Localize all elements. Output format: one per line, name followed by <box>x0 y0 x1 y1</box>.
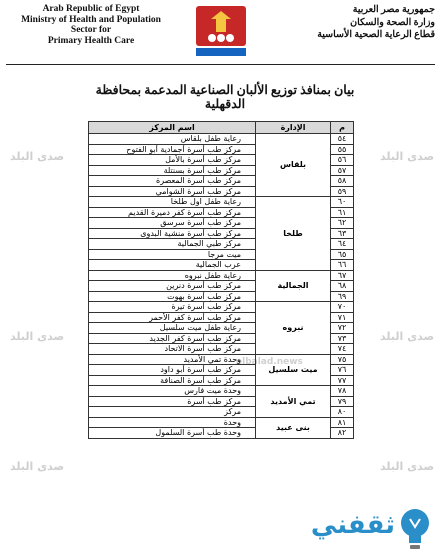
watermark: صدى البلد <box>380 330 435 343</box>
row-number: ٨٢ <box>331 428 354 439</box>
row-number: ٦٧ <box>331 270 354 281</box>
center-name: وحدة ميت فارس <box>89 386 256 397</box>
center-name: رعاية طفل نبروه <box>89 270 256 281</box>
watermark: صدى البلد <box>10 460 65 473</box>
row-number: ٧٣ <box>331 333 354 344</box>
center-name: رعاية طفل اول طلخا <box>89 197 256 208</box>
row-number: ٧٠ <box>331 302 354 313</box>
center-name: مركز طبي الجمالية <box>89 239 256 250</box>
table-row <box>89 197 354 208</box>
center-name: وحدة تمي الأمديد <box>89 354 256 365</box>
header-line: قطاع الرعاية الصحية الأساسية <box>317 30 435 40</box>
watermark: صدى البلد <box>380 460 435 473</box>
row-number: ٥٨ <box>331 176 354 187</box>
center-name: مركز طب أسرة أجمادية أبو الفتوح <box>89 144 256 155</box>
table-row <box>89 270 354 281</box>
row-number: ٦٦ <box>331 260 354 271</box>
header-line: Ministry of Health and Population <box>21 14 161 25</box>
center-name: وحدة طب أسرة السلمول <box>89 428 256 439</box>
table-row <box>89 354 354 365</box>
department-cell: بنى عبيد <box>256 417 331 438</box>
watermark: صدى البلد <box>10 150 65 163</box>
row-number: ٧٤ <box>331 344 354 355</box>
department-cell: تمي الأمديد <box>256 386 331 418</box>
center-name: ميت مرجا <box>89 249 256 260</box>
header-center: اسم المركز <box>89 122 256 134</box>
lightbulb-icon <box>395 505 435 553</box>
center-name: رعاية طفل بلقاس <box>89 134 256 145</box>
table-row <box>89 417 354 428</box>
table-body <box>89 134 354 439</box>
watermark: صدى البلد <box>10 330 65 343</box>
center-name: مركز طب أسرة الشوامي <box>89 186 256 197</box>
center-name: مركز طب أسرة كفر الجديد <box>89 333 256 344</box>
row-number: ٧١ <box>331 312 354 323</box>
ministry-logo <box>188 2 254 60</box>
table-row <box>89 134 354 145</box>
distribution-table <box>88 121 354 439</box>
row-number: ٦٣ <box>331 228 354 239</box>
header-english <box>6 4 176 46</box>
watermark-url: elbalad.news <box>236 357 303 367</box>
row-number: ٧٧ <box>331 375 354 386</box>
header-line: Primary Health Care <box>47 35 135 46</box>
table-row <box>89 302 354 313</box>
row-number: ٦٥ <box>331 249 354 260</box>
row-number: ٧٦ <box>331 365 354 376</box>
row-number: ٥٦ <box>331 155 354 166</box>
header-num: م <box>331 122 354 134</box>
center-name: عرب الجمالية <box>89 260 256 271</box>
row-number: ٥٩ <box>331 186 354 197</box>
row-number: ٨٠ <box>331 407 354 418</box>
site-logo-text: ثقفني <box>310 510 395 540</box>
row-number: ٦٩ <box>331 291 354 302</box>
department-cell: بلقاس <box>256 134 331 197</box>
center-name: مركز طب أسرة الصنافة <box>89 375 256 386</box>
header-dept: الإدارة <box>256 122 331 134</box>
center-name: مركز طب أسرة <box>89 396 256 407</box>
center-name: مركز طب أسرة المعصرة <box>89 176 256 187</box>
department-cell: نبروه <box>256 302 331 355</box>
center-name: مركز طب أسرة الاتحاد <box>89 344 256 355</box>
header-arabic <box>295 4 435 42</box>
document-title: بيان بمنافذ توزيع الألبان الصناعية المدعمة بمحافظة الدقهلية <box>95 83 355 111</box>
center-name: مركز طب أسرة بسنتلة <box>89 165 256 176</box>
table-header-row <box>89 122 354 134</box>
header-line: وزارة الصحة والسكان <box>350 17 435 28</box>
header-line: Arab Republic of Egypt <box>42 4 140 14</box>
row-number: ٦٠ <box>331 197 354 208</box>
center-name: مركز طب أسرة سرسق <box>89 218 256 229</box>
table-row <box>89 386 354 397</box>
center-name: مركز طب أسرة بهوت <box>89 291 256 302</box>
row-number: ٧٩ <box>331 396 354 407</box>
row-number: ٦٨ <box>331 281 354 292</box>
center-name: مركز طب أسرة كفر الأحمر <box>89 312 256 323</box>
center-name: مركز طب أسرة دنرين <box>89 281 256 292</box>
center-name: رعاية طفل ميت سلسيل <box>89 323 256 334</box>
center-name: مركز طب أسرة بالأمل <box>89 155 256 166</box>
center-name: مركز طب أسرة كفر دميرة القديم <box>89 207 256 218</box>
row-number: ٦١ <box>331 207 354 218</box>
row-number: ٦٤ <box>331 239 354 250</box>
row-number: ٨١ <box>331 417 354 428</box>
row-number: ٧٥ <box>331 354 354 365</box>
center-name: مركز طب أسرة أبو داود <box>89 365 256 376</box>
header-line: جمهورية مصر العربية <box>352 5 435 15</box>
department-cell: ميت سلسيل <box>256 354 331 386</box>
header-divider <box>6 64 435 65</box>
row-number: ٥٥ <box>331 144 354 155</box>
department-cell: الجمالية <box>256 270 331 302</box>
row-number: ٥٤ <box>331 134 354 145</box>
row-number: ٦٢ <box>331 218 354 229</box>
center-name: مركز طب أسرة تيرة <box>89 302 256 313</box>
watermark: صدى البلد <box>380 150 435 163</box>
header-line: Sector for <box>70 25 112 35</box>
row-number: ٧٢ <box>331 323 354 334</box>
row-number: ٥٧ <box>331 165 354 176</box>
department-cell: طلخا <box>256 197 331 271</box>
center-name: وحدة <box>89 417 256 428</box>
center-name: مركز طب أسرة منشية البدوى <box>89 228 256 239</box>
row-number: ٧٨ <box>331 386 354 397</box>
center-name: مركز <box>89 407 256 418</box>
